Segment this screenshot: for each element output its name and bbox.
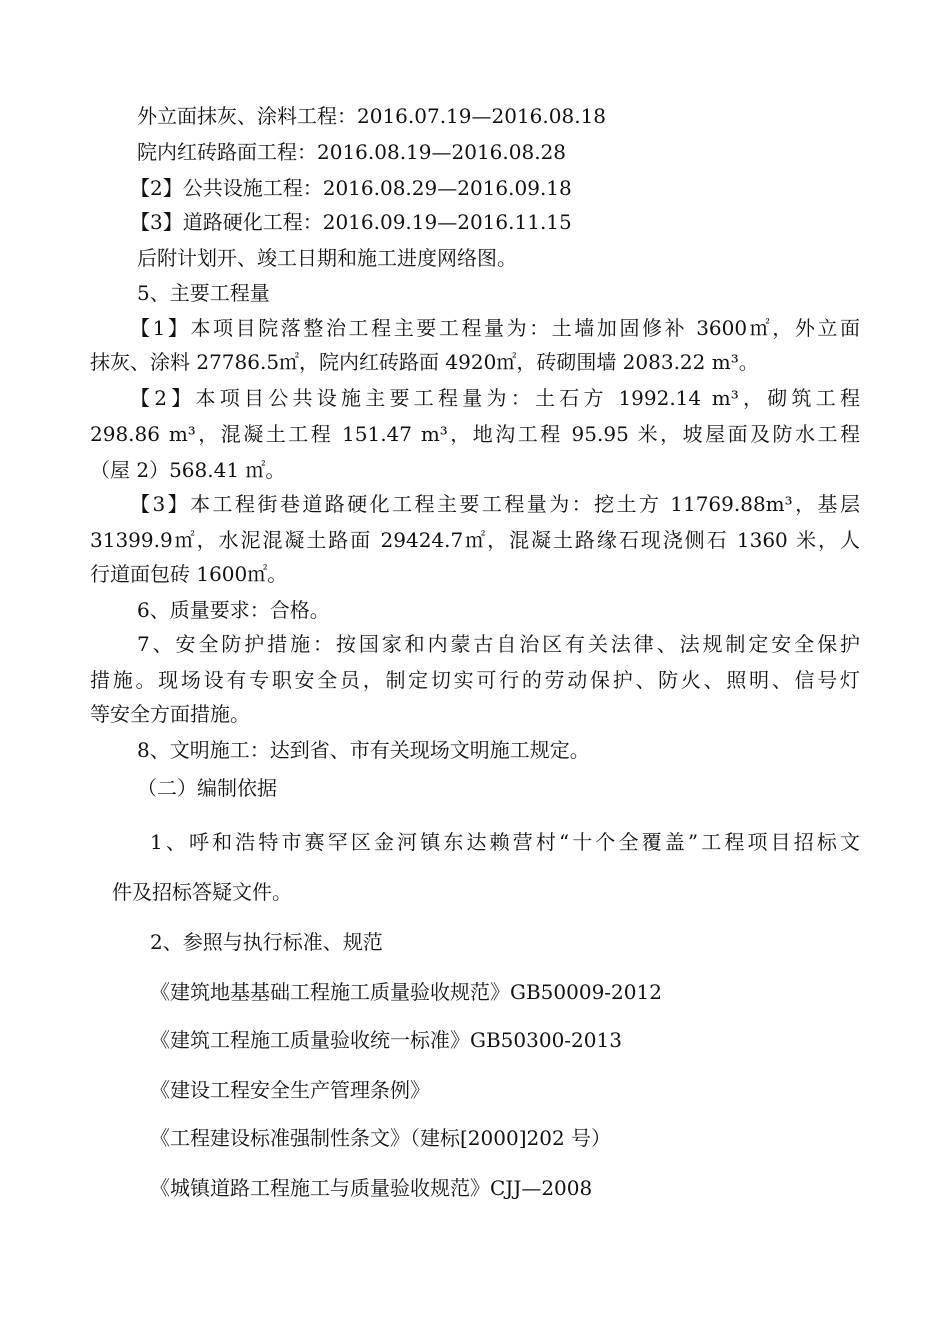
text-line: 行道面包砖 1600㎡。: [90, 562, 288, 586]
text-line: 【3】本工程街巷道路硬化工程主要工程量为：挖土方 11769.88m³，基层: [130, 492, 860, 516]
standard-item: 《城镇道路工程施工与质量验收规范》CJJ—2008: [150, 1176, 593, 1200]
section-heading: 8、文明施工：达到省、市有关现场文明施工规定。: [137, 738, 590, 762]
text-line: 【1】本项目院落整治工程主要工程量为：土墙加固修补 3600㎡，外立面: [130, 316, 860, 340]
text-line: 1、呼和浩特市赛罕区金河镇东达赖营村“十个全覆盖”工程项目招标文: [150, 830, 860, 854]
text-line: 7、安全防护措施：按国家和内蒙古自治区有关法律、法规制定安全保护: [137, 632, 860, 656]
text-line: 31399.9㎡，水泥混凝土路面 29424.7㎡，混凝土路缘石现浇侧石 1360 米，人: [90, 528, 860, 552]
section-heading: 5、主要工程量: [137, 281, 270, 305]
standard-item: 《建筑工程施工质量验收统一标准》GB50300-2013: [150, 1028, 622, 1052]
text-line: 等安全方面措施。: [90, 702, 250, 726]
text-line: 外立面抹灰、涂料工程：2016.07.19—2016.08.18: [137, 104, 607, 128]
text-line: 【2】公共设施工程：2016.08.29—2016.09.18: [130, 176, 572, 200]
text-line: 298.86 m³，混凝土工程 151.47 m³，地沟工程 95.95 米，坡屋面及防水工程: [90, 422, 860, 446]
text-line: 院内红砖路面工程：2016.08.19—2016.08.28: [137, 140, 567, 164]
text-line: （屋 2）568.41 ㎡。: [90, 458, 286, 482]
text-line: 抹灰、涂料 27786.5㎡，院内红砖路面 4920㎡，砖砌围墙 2083.22 m³。: [90, 350, 759, 374]
text-line: 【2】本项目公共设施主要工程量为：土石方 1992.14 m³，砌筑工程: [130, 386, 860, 410]
section-heading: 6、质量要求：合格。: [137, 598, 330, 622]
standard-item: 《建设工程安全生产管理条例》: [150, 1078, 430, 1102]
text-line: 措施。现场设有专职安全员，制定切实可行的劳动保护、防火、照明、信号灯: [90, 668, 860, 692]
text-line: 【3】道路硬化工程：2016.09.19—2016.11.15: [130, 210, 572, 234]
standard-item: 《工程建设标准强制性条文》（建标[2000]202 号）: [150, 1126, 612, 1150]
text-line: 件及招标答疑文件。: [112, 880, 292, 904]
text-line: 后附计划开、竣工日期和施工进度网络图。: [137, 246, 517, 270]
standard-item: 《建筑地基基础工程施工质量验收规范》GB50009-2012: [150, 980, 662, 1004]
section-heading: （二）编制依据: [137, 776, 277, 800]
section-heading: 2、参照与执行标准、规范: [150, 930, 383, 954]
